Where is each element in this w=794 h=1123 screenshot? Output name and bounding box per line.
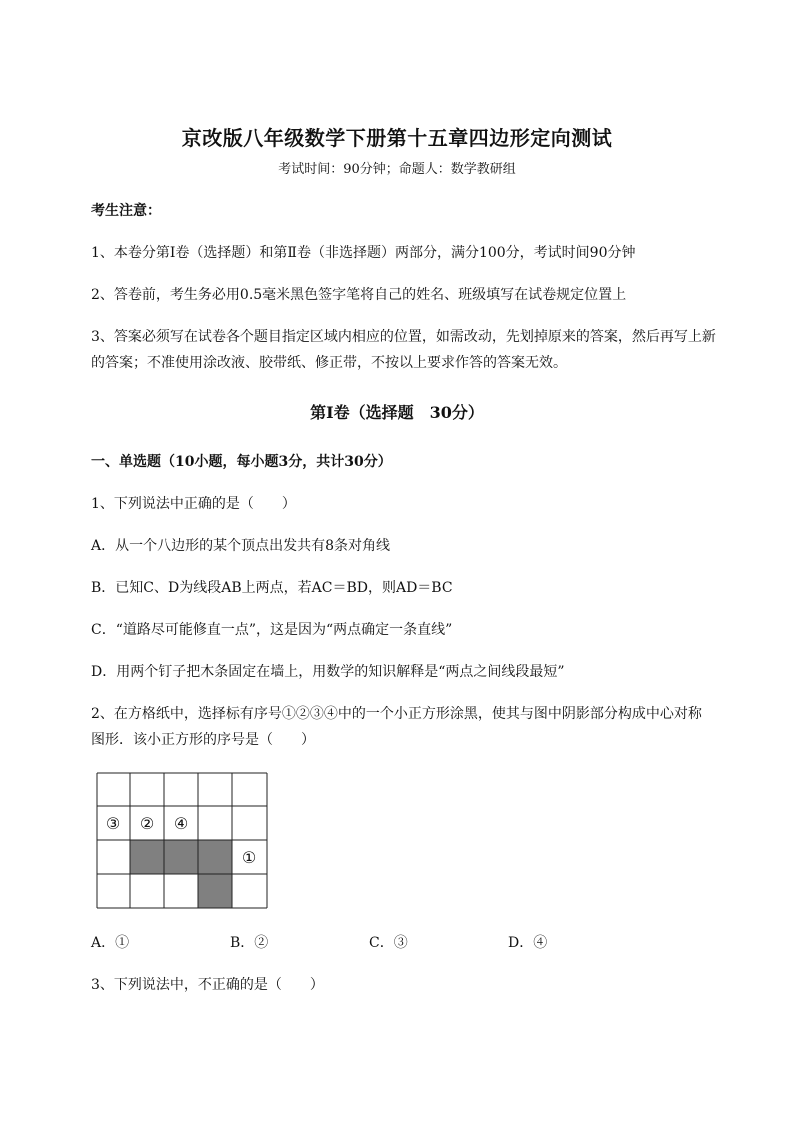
page-title: 京改版八年级数学下册第十五章四边形定向测试	[181, 126, 613, 150]
shaded-cell	[198, 840, 232, 874]
question-1-option-c: C．“道路尽可能修直一点”，这是因为“两点确定一条直线”	[91, 622, 453, 638]
question-2-stem-line-2: 图形．该小正方形的序号是（ ）	[91, 732, 315, 748]
grid-label-4: ④	[173, 814, 189, 833]
question-2-option-d: D．④	[508, 935, 548, 951]
question-2-stem-line-1: 2、在方格纸中，选择标有序号①②③④中的一个小正方形涂黑，使其与图中阴影部分构成中心对称	[91, 706, 702, 722]
notice-item-2: 2、答卷前，考生务必用0.5毫米黑色签字笔将自己的姓名、班级填写在试卷规定位置上	[91, 287, 627, 303]
grid-label-1: ①	[241, 848, 257, 867]
shaded-cell	[164, 840, 198, 874]
question-1-stem: 1、下列说法中正确的是（ ）	[91, 496, 296, 512]
grid-figure	[96, 772, 268, 910]
question-3-stem: 3、下列说法中，不正确的是（ ）	[91, 977, 324, 993]
shaded-cell	[198, 874, 232, 908]
grid-label-2: ②	[139, 814, 155, 833]
question-1-option-b: B．已知C、D为线段AB上两点，若AC＝BD，则AD＝BC	[91, 580, 453, 596]
question-1-option-a: A．从一个八边形的某个顶点出发共有8条对角线	[91, 538, 391, 554]
notice-item-3-line-1: 3、答案必须写在试卷各个题目指定区域内相应的位置，如需改动，先划掉原来的答案，然后再写上新	[91, 329, 716, 345]
shaded-cell	[130, 840, 164, 874]
exam-info: 考试时间：90分钟；命题人：数学教研组	[278, 162, 516, 177]
notice-heading: 考生注意：	[91, 203, 161, 219]
question-2-option-b: B．②	[230, 935, 269, 951]
notice-item-1: 1、本卷分第I卷（选择题）和第Ⅱ卷（非选择题）两部分，满分100分，考试时间90分钟	[91, 245, 636, 261]
notice-item-3-line-2: 的答案；不准使用涂改液、胶带纸、修正带，不按以上要求作答的答案无效。	[91, 355, 567, 371]
grid-lines	[97, 773, 267, 908]
question-1-option-d: D．用两个钉子把木条固定在墙上，用数学的知识解释是“两点之间线段最短”	[91, 664, 565, 680]
part-heading: 一、单选题（10小题，每小题3分，共计30分）	[91, 454, 392, 470]
section-title: 第I卷（选择题 30分）	[310, 403, 484, 422]
grid-label-3: ③	[105, 814, 121, 833]
question-2-option-c: C．③	[369, 935, 408, 951]
question-2-option-a: A．①	[91, 935, 130, 951]
